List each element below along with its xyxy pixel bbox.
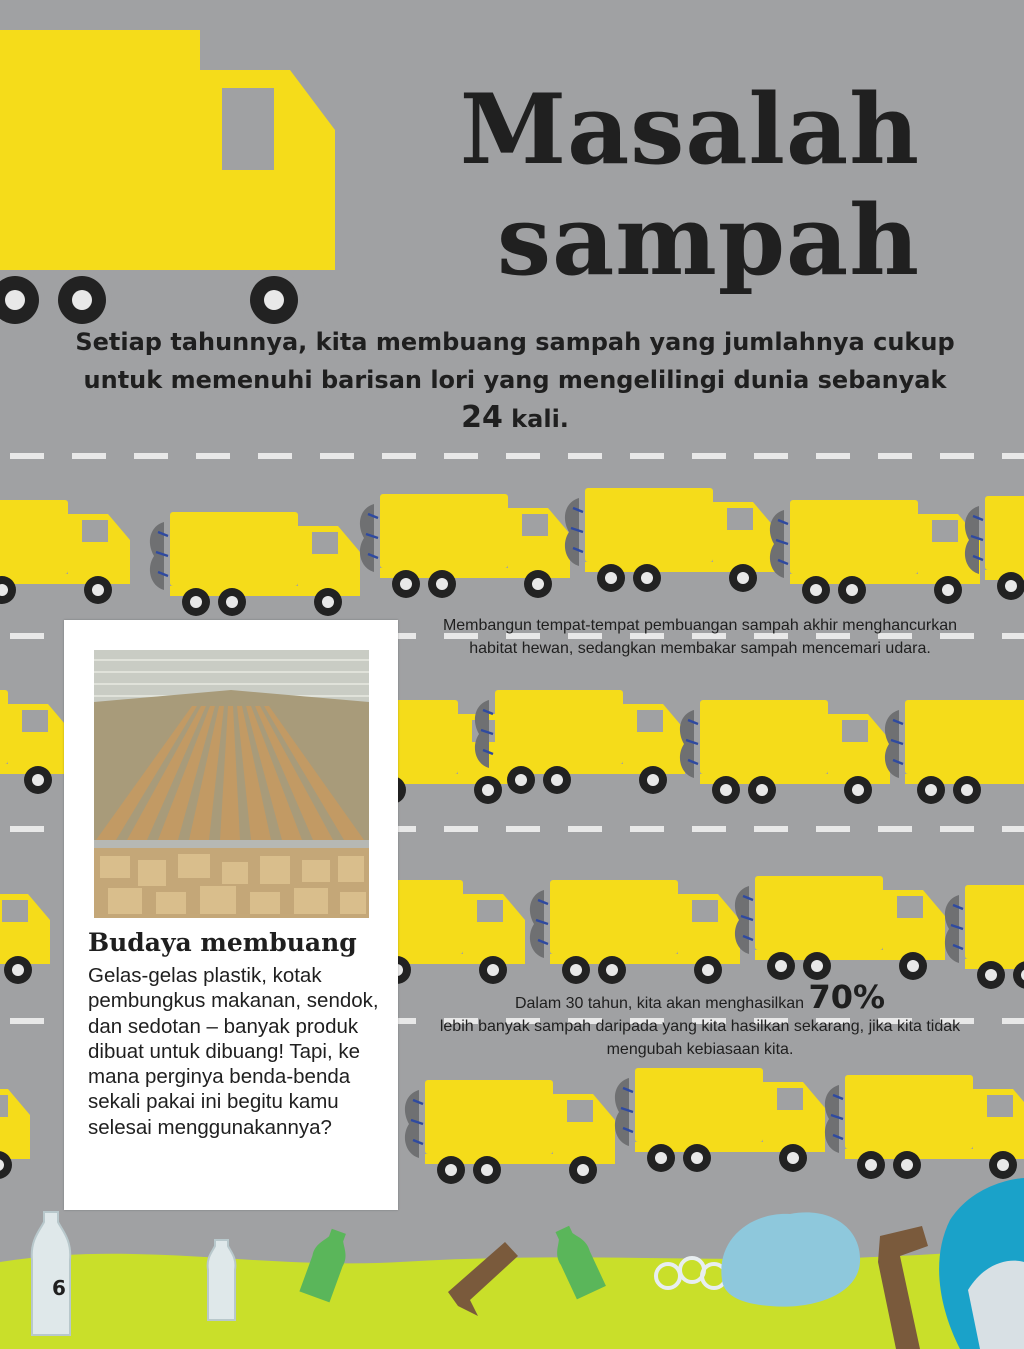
garbage-truck-icon <box>825 1075 1024 1179</box>
garbage-truck-icon <box>680 700 890 804</box>
intro-text-after: kali. <box>502 405 569 433</box>
plastic-bag-icon <box>939 1178 1024 1349</box>
garbage-truck-icon <box>360 494 570 598</box>
caption-waste-percent: 70% <box>808 978 886 1016</box>
garbage-truck-icon <box>405 1080 615 1184</box>
plastic-bag-icon <box>721 1212 860 1306</box>
page-number: 6 <box>52 1276 66 1300</box>
garbage-truck-icon <box>965 496 1024 600</box>
caption-waste-text-before: Dalam 30 tahun, kita akan menghasilkan <box>514 995 809 1012</box>
caption-waste-growth <box>430 978 970 1061</box>
garbage-truck-icon <box>530 880 740 984</box>
truck-row-1 <box>0 488 1024 616</box>
garbage-truck-icon <box>885 700 1024 804</box>
intro-number: 24 <box>461 400 503 435</box>
garbage-truck-icon <box>945 885 1024 989</box>
garbage-truck-icon <box>735 876 945 980</box>
plastic-bottle-icon <box>208 1240 236 1320</box>
card-body-text: Gelas-gelas plastik, kotak pembungkus makanan, sendok, dan sedotan – banyak produk dibuat untuk dibuang! Tapi, ke mana perginya benda-benda sekali pakai ini begitu kamu selesai menggunakannya? <box>88 964 379 1139</box>
intro-text <box>60 323 970 438</box>
grass-hill <box>0 1248 1024 1349</box>
warehouse-photo <box>94 650 369 918</box>
page-title-line-1: Masalah <box>459 73 920 186</box>
page-title-line-2: sampah <box>497 184 920 297</box>
truck-icon <box>0 30 335 330</box>
garbage-truck-icon <box>615 1068 825 1172</box>
intro-text-before: Setiap tahunnya, kita membuang sampah yang jumlahnya cukup untuk memenuhi barisan lori yang mengelilingi dunia sebanyak <box>75 328 955 394</box>
garbage-truck-icon <box>565 488 775 592</box>
garbage-truck-icon <box>770 500 980 604</box>
garbage-truck-icon <box>150 512 360 616</box>
plastic-bottle-icon <box>32 1212 71 1335</box>
caption-landfill: Membangun tempat-tempat pembuangan sampah akhir menghancurkan habitat hewan, sedangkan membakar sampah mencemari udara. <box>442 617 958 657</box>
info-card <box>64 620 398 1210</box>
card-title: Budaya membuang <box>88 928 357 957</box>
caption-waste-text-after: lebih banyak sampah daripada yang kita hasilkan sekarang, jika kita tidak mengubah kebiasaan kita. <box>439 1018 961 1058</box>
